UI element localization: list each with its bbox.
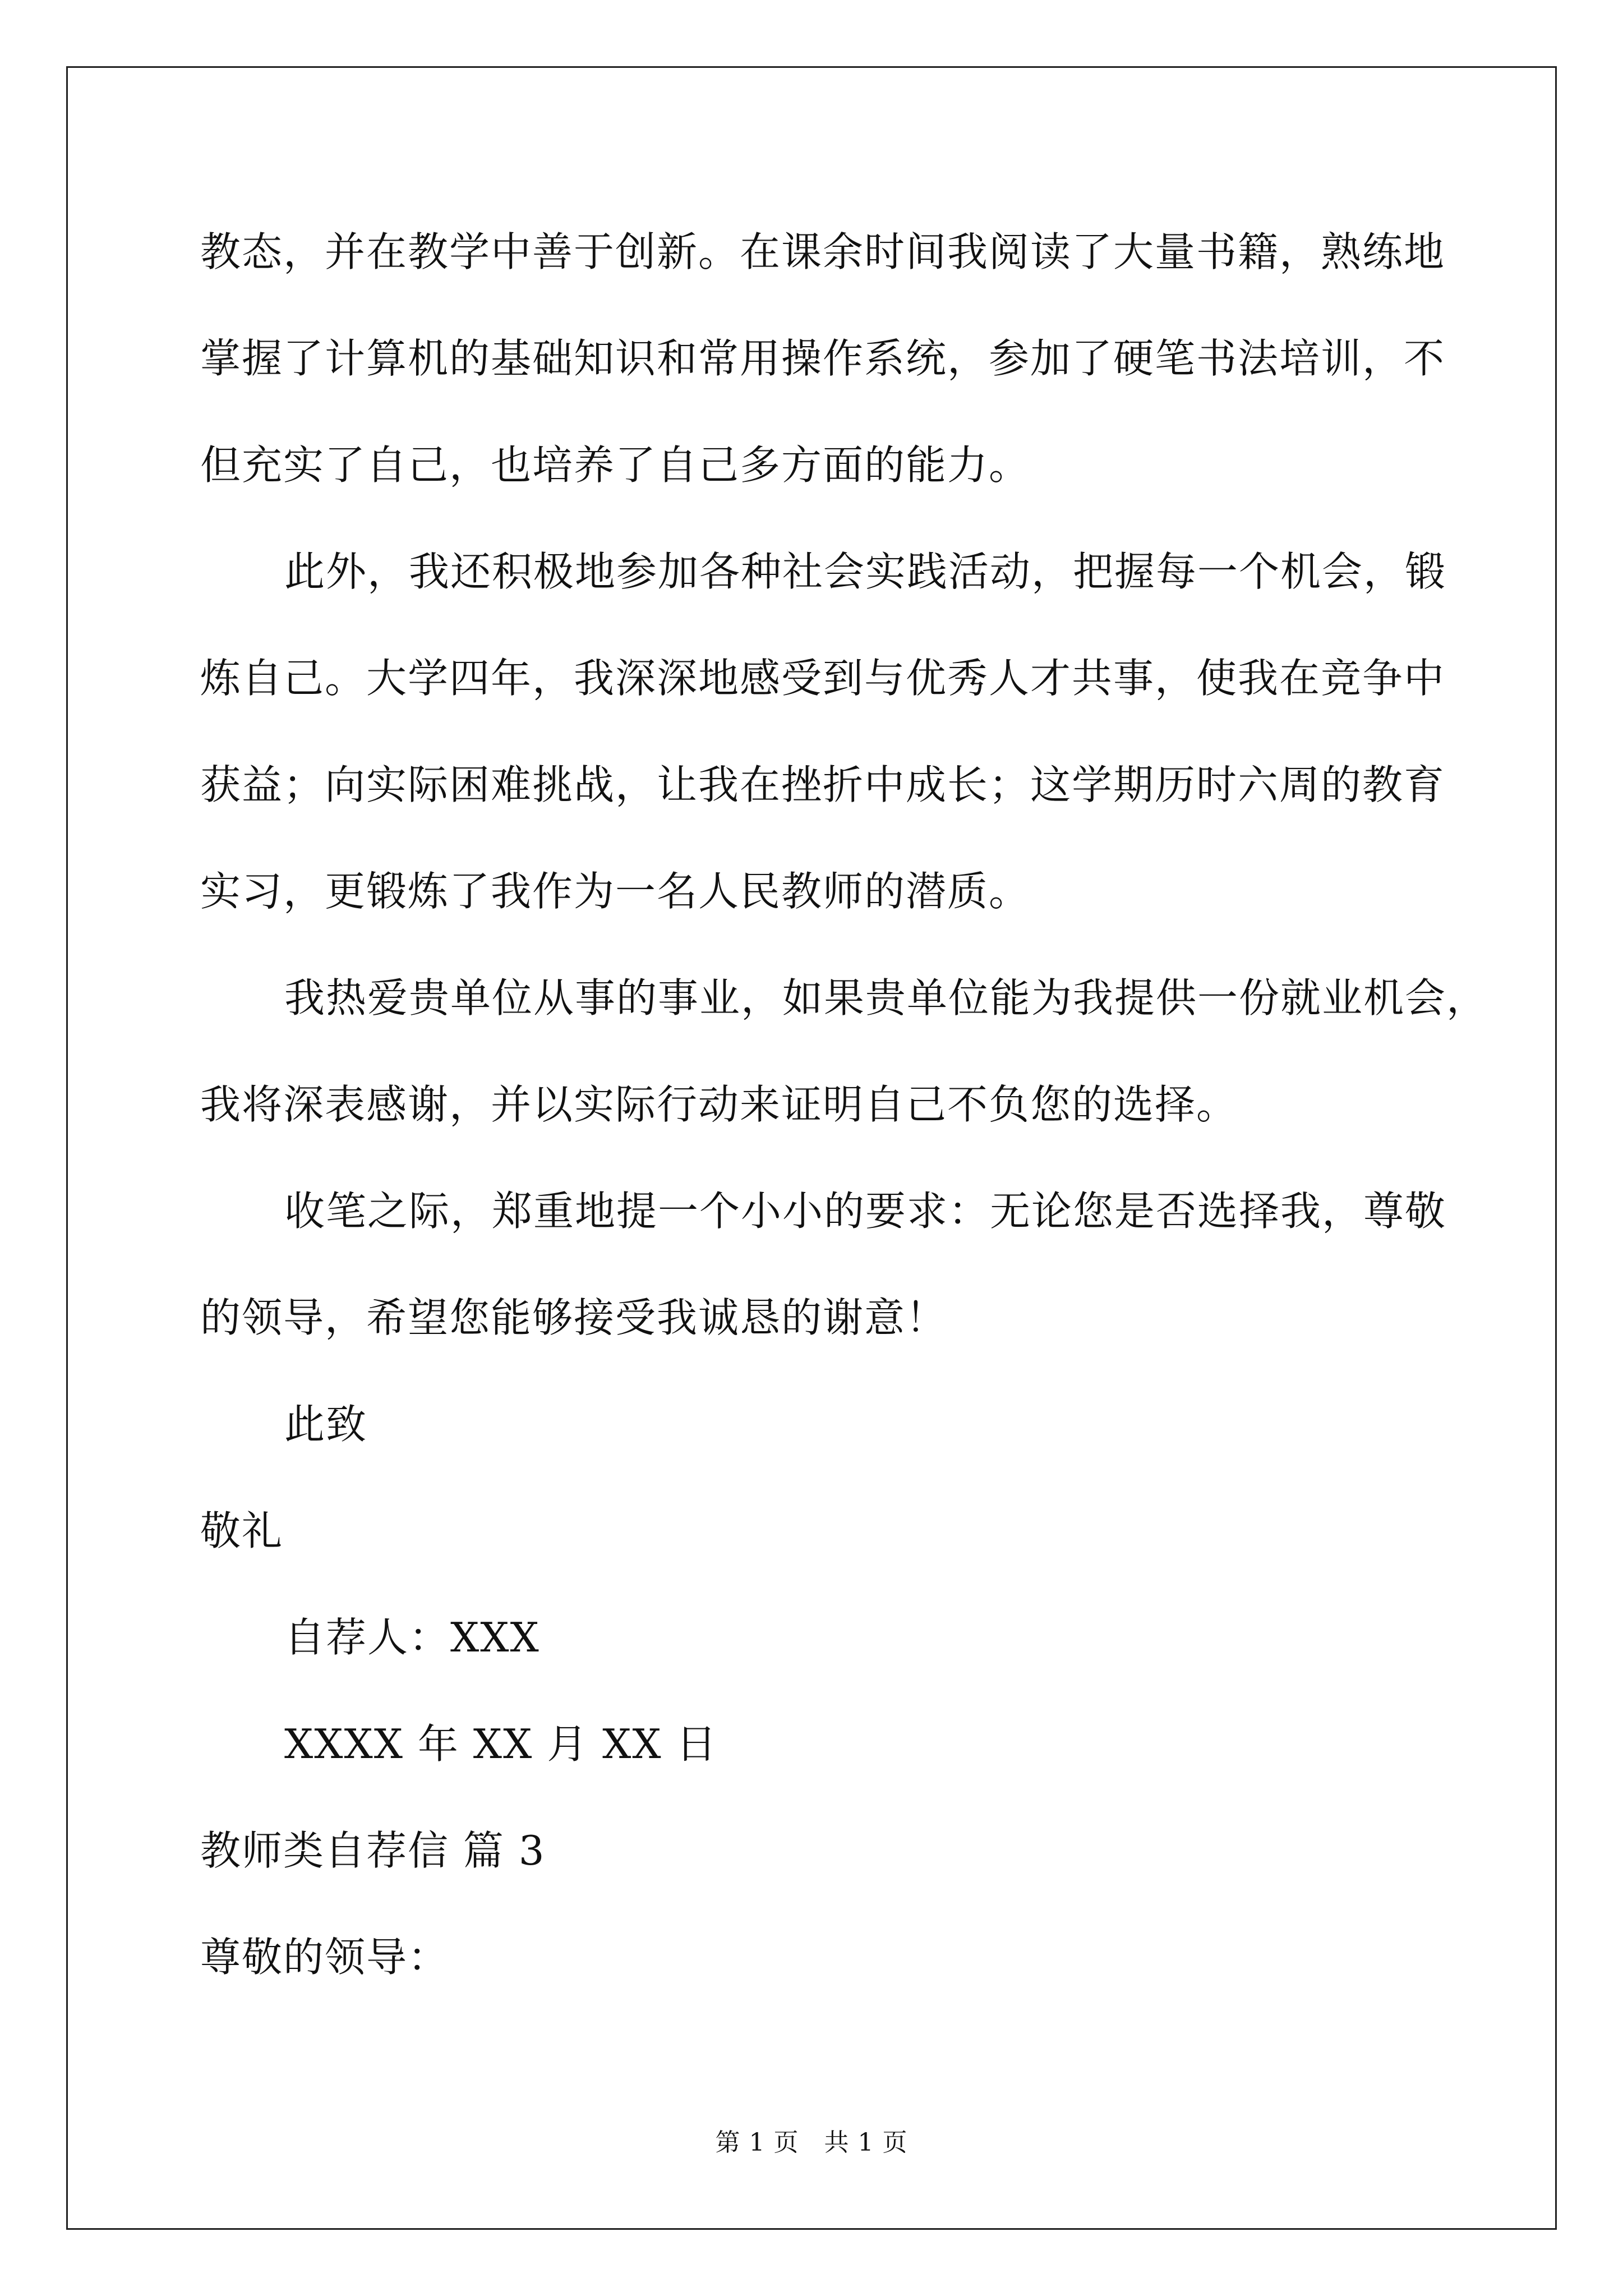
paragraph-1-line-1: 教态，并在教学中善于创新。在课余时间我阅读了大量书籍，熟练地 xyxy=(200,228,1446,275)
paragraph-4-line-2: 的领导，希望您能够接受我诚恳的谢意！ xyxy=(200,1294,948,1341)
paragraph-3-line-1: 我热爱贵单位从事的事业，如果贵单位能为我提供一份就业机会， xyxy=(284,974,1488,1022)
page-border xyxy=(66,66,1557,2230)
closing-salutation: 此致 xyxy=(284,1401,368,1448)
closing-regards: 敬礼 xyxy=(200,1507,284,1554)
paragraph-1-line-3: 但充实了自己，也培养了自己多方面的能力。 xyxy=(200,441,1031,489)
paragraph-2-line-2: 炼自己。大学四年，我深深地感受到与优秀人才共事，使我在竞争中 xyxy=(200,655,1446,702)
paragraph-2-line-4: 实习，更锻炼了我作为一名人民教师的潜质。 xyxy=(200,868,1031,915)
date-line: XXXX 年 XX 月 XX 日 xyxy=(284,1720,718,1768)
signature-line: 自荐人：XXX xyxy=(284,1614,540,1661)
paragraph-1-line-2: 掌握了计算机的基础知识和常用操作系统，参加了硬笔书法培训，不 xyxy=(200,335,1446,382)
paragraph-2-line-3: 获益；向实际困难挑战，让我在挫折中成长；这学期历时六周的教育 xyxy=(200,761,1446,808)
section-title: 教师类自荐信 篇 3 xyxy=(200,1827,546,1874)
paragraph-3-line-2: 我将深表感谢，并以实际行动来证明自己不负您的选择。 xyxy=(200,1081,1238,1128)
greeting-line: 尊敬的领导： xyxy=(200,1934,450,1981)
paragraph-2-line-1: 此外，我还积极地参加各种社会实践活动，把握每一个机会，锻 xyxy=(284,548,1447,595)
page-footer: 第 1 页 共 1 页 xyxy=(715,2128,908,2157)
paragraph-4-line-1: 收笔之际，郑重地提一个小小的要求：无论您是否选择我，尊敬 xyxy=(284,1188,1447,1235)
